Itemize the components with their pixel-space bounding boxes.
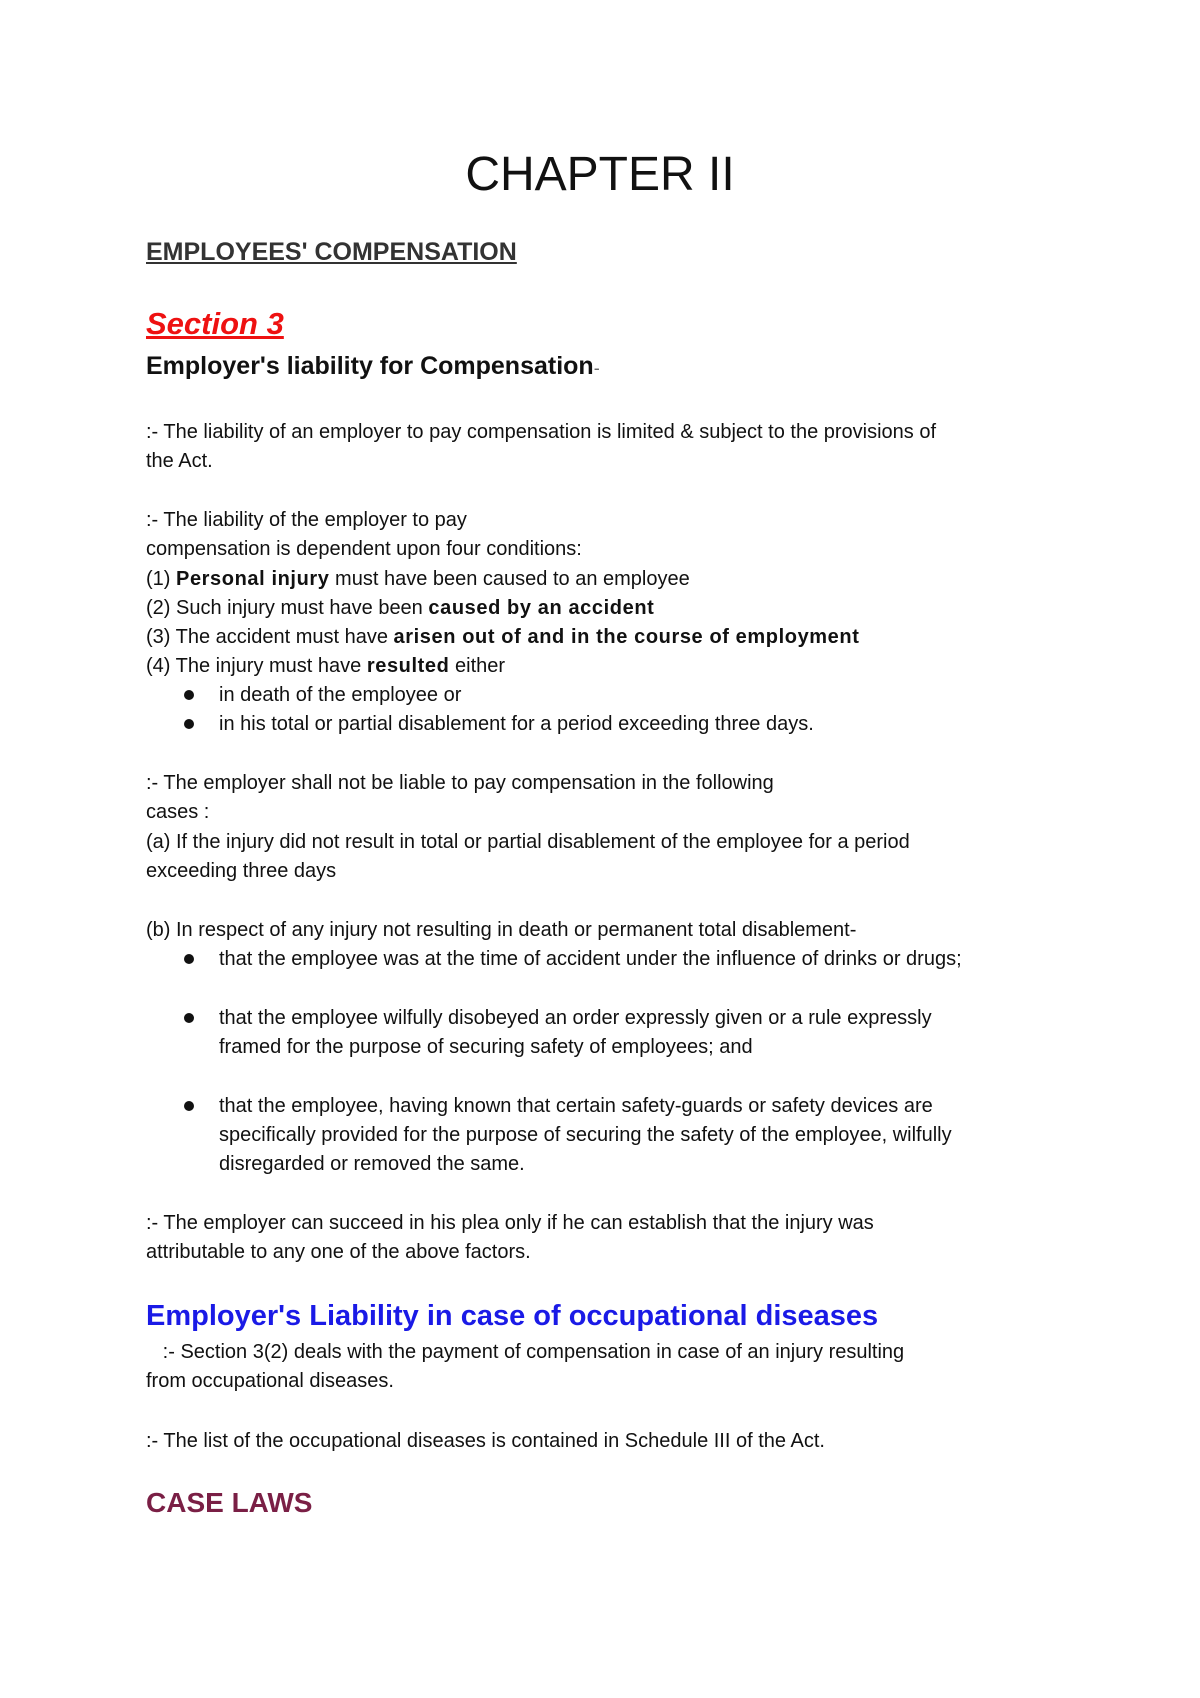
paragraph-line: :- The liability of the employer to pay	[146, 509, 467, 531]
section-title-text: Employer's liability for Compensation	[146, 352, 594, 380]
paragraph-line: the Act.	[146, 450, 213, 472]
paragraph-line: attributable to any one of the above factors.	[146, 1241, 531, 1263]
paragraph-line: cases :	[146, 801, 210, 823]
bullet-item: that the employee wilfully disobeyed an order expressly given or a rule expressly	[219, 1007, 932, 1029]
paragraph-line: from occupational diseases.	[146, 1370, 394, 1392]
bullet-item: in his total or partial disablement for a period exceeding three days.	[219, 713, 814, 735]
paragraph-line: (b) In respect of any injury not resulting in death or permanent total disablement-	[146, 919, 857, 941]
condition-prefix: (1)	[146, 568, 176, 590]
condition-3	[146, 623, 859, 652]
case-laws-heading: CASE LAWS	[146, 1487, 313, 1518]
section-label: Section 3	[146, 306, 284, 341]
condition-prefix: (3) The accident must have	[146, 626, 394, 648]
paragraph-line: exceeding three days	[146, 860, 337, 882]
bullet-item: that the employee was at the time of accident under the influence of drinks or drugs;	[219, 948, 962, 970]
condition-bold: caused by an accident	[428, 597, 655, 619]
chapter-title: CHAPTER II	[465, 148, 735, 201]
bullet-icon	[184, 719, 194, 729]
paragraph-line: :- The liability of an employer to pay compensation is limited & subject to the provisions of	[146, 421, 937, 443]
condition-2	[146, 594, 654, 623]
condition-suffix: must have been caused to an employee	[329, 568, 690, 590]
occupational-diseases-heading: Employer's Liability in case of occupational diseases	[146, 1300, 879, 1332]
paragraph-line: :- Section 3(2) deals with the payment of compensation in case of an injury resulting	[146, 1341, 905, 1363]
condition-bold: arisen out of and in the course of employment	[393, 626, 860, 648]
bullet-item: that the employee, having known that certain safety-guards or safety devices are	[219, 1095, 933, 1117]
bullet-icon	[184, 690, 194, 700]
section-title-suffix: -	[593, 358, 600, 378]
paragraph-line: :- The employer shall not be liable to pay compensation in the following	[146, 772, 774, 794]
condition-suffix: either	[449, 655, 506, 677]
bullet-item-continuation: framed for the purpose of securing safety of employees; and	[219, 1036, 753, 1058]
paragraph-line: :- The list of the occupational diseases is contained in Schedule III of the Act.	[146, 1430, 825, 1452]
bullet-icon	[184, 954, 194, 964]
bullet-icon	[184, 1013, 194, 1023]
condition-bold: resulted	[366, 655, 450, 677]
bullet-item-continuation: specifically provided for the purpose of securing the safety of the employee, wilfully	[219, 1124, 952, 1146]
condition-prefix: (4) The injury must have	[146, 655, 367, 677]
section-title	[146, 352, 600, 381]
bullet-item-continuation: disregarded or removed the same.	[219, 1153, 525, 1175]
condition-1	[146, 565, 690, 594]
condition-bold: Personal injury	[176, 568, 330, 590]
paragraph-line: compensation is dependent upon four conditions:	[146, 538, 582, 560]
paragraph-line: (a) If the injury did not result in total or partial disablement of the employee for a period	[146, 831, 910, 853]
paragraph-line: :- The employer can succeed in his plea only if he can establish that the injury was	[146, 1212, 874, 1234]
bullet-icon	[184, 1101, 194, 1111]
condition-prefix: (2) Such injury must have been	[146, 597, 429, 619]
condition-4	[146, 652, 505, 681]
subject-heading: EMPLOYEES' COMPENSATION	[146, 238, 517, 266]
bullet-item: in death of the employee or	[219, 684, 462, 706]
